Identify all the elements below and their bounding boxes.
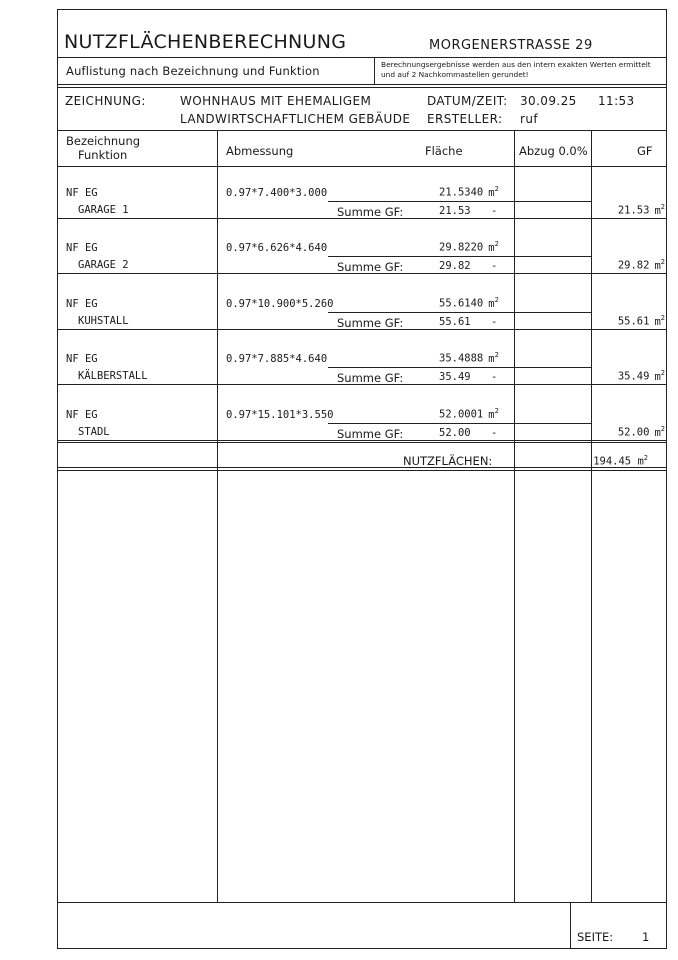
author-label: ERSTELLER: <box>427 112 503 126</box>
unit: m <box>654 204 661 217</box>
rounding-note-line2: und auf 2 Nachkommastellen gerundet! <box>381 70 529 79</box>
unit-exponent: 2 <box>494 407 499 415</box>
row-dash: - <box>491 371 498 383</box>
divider <box>57 84 667 85</box>
row-area <box>439 185 499 199</box>
row-function: GARAGE 2 <box>78 259 129 271</box>
row-area <box>439 240 499 254</box>
drawing-name-line1: WOHNHAUS MIT EHEMALIGEM <box>180 94 372 108</box>
divider <box>57 442 667 443</box>
drawing-label: ZEICHNUNG: <box>65 94 146 108</box>
divider <box>57 440 667 441</box>
unit-exponent: 2 <box>660 425 665 433</box>
column-header-deduction: Abzug 0.0% <box>519 144 588 158</box>
divider <box>57 470 667 471</box>
row-designation: NF EG <box>66 298 98 310</box>
row-dimension: 0.97*7.400*3.000 <box>226 187 328 199</box>
unit: m <box>654 259 661 272</box>
row-area-value: 21.5340 <box>439 186 484 199</box>
unit-exponent: 2 <box>660 369 665 377</box>
row-area-value: 55.6140 <box>439 297 484 310</box>
unit-exponent: 2 <box>660 203 665 211</box>
row-function: STADL <box>78 426 110 438</box>
column-header-dimension: Abmessung <box>226 144 294 158</box>
divider <box>57 87 667 88</box>
unit: m <box>488 186 495 199</box>
unit: m <box>488 241 495 254</box>
row-gf-value: 35.49 <box>617 370 650 383</box>
row-sum: 55.61 <box>439 316 471 328</box>
datetime-label: DATUM/ZEIT: <box>427 94 508 108</box>
sum-label: Summe GF: <box>337 205 404 219</box>
rounding-note-line1: Berechnungsergebnisse werden aus den intern exakten Werten ermittelt <box>381 60 651 69</box>
divider <box>328 312 591 313</box>
unit-exponent: 2 <box>494 296 499 304</box>
row-dimension: 0.97*15.101*3.550 <box>226 409 334 421</box>
divider <box>57 273 667 274</box>
row-designation: NF EG <box>66 353 98 365</box>
row-gf <box>618 203 665 217</box>
address: MORGENERSTRASSE 29 <box>429 38 593 53</box>
column-header-gf: GF <box>637 144 653 158</box>
row-gf-value: 52.00 <box>617 426 650 439</box>
row-sum: 21.53 <box>439 205 471 217</box>
unit-exponent: 2 <box>494 351 499 359</box>
row-area <box>439 407 499 421</box>
divider <box>57 467 667 468</box>
unit: m <box>654 370 661 383</box>
row-gf-value: 29.82 <box>617 259 650 272</box>
divider <box>328 423 591 424</box>
row-designation: NF EG <box>66 187 98 199</box>
unit: m <box>654 426 661 439</box>
unit: m <box>488 352 495 365</box>
total-label: NUTZFLÄCHEN: <box>403 454 493 468</box>
row-gf <box>618 314 665 328</box>
row-gf <box>618 369 665 383</box>
row-dimension: 0.97*10.900*5.260 <box>226 298 334 310</box>
sum-label: Summe GF: <box>337 371 404 385</box>
document-title: NUTZFLÄCHENBERECHNUNG <box>64 31 347 53</box>
row-gf-value: 21.53 <box>617 204 650 217</box>
sum-label: Summe GF: <box>337 316 404 330</box>
divider <box>374 57 375 85</box>
unit-exponent: 2 <box>494 240 499 248</box>
row-dash: - <box>491 260 498 272</box>
row-dimension: 0.97*7.885*4.640 <box>226 353 328 365</box>
row-designation: NF EG <box>66 242 98 254</box>
row-designation: NF EG <box>66 409 98 421</box>
date-value: 30.09.25 <box>520 94 577 108</box>
row-dimension: 0.97*6.626*4.640 <box>226 242 328 254</box>
page-label: SEITE: <box>577 930 614 944</box>
row-dash: - <box>491 205 498 217</box>
row-area-value: 52.0001 <box>439 408 484 421</box>
time-value: 11:53 <box>598 94 635 108</box>
row-sum: 29.82 <box>439 260 471 272</box>
page-number: 1 <box>642 930 650 944</box>
column-divider <box>591 130 592 902</box>
divider <box>328 367 591 368</box>
subtitle: Auflistung nach Bezeichnung und Funktion <box>66 64 320 78</box>
author-value: ruf <box>520 112 538 126</box>
row-dash: - <box>491 427 498 439</box>
row-gf <box>618 425 665 439</box>
unit: m <box>488 408 495 421</box>
divider <box>57 384 667 385</box>
divider <box>57 57 667 58</box>
column-divider <box>217 130 218 902</box>
divider <box>57 329 667 330</box>
unit: m <box>488 297 495 310</box>
row-sum: 52.00 <box>439 427 471 439</box>
divider <box>57 218 667 219</box>
column-divider <box>514 130 515 902</box>
column-header-designation: Bezeichnung <box>66 134 141 148</box>
divider <box>57 166 667 167</box>
sum-label: Summe GF: <box>337 427 404 441</box>
divider <box>57 902 667 903</box>
row-function: GARAGE 1 <box>78 204 129 216</box>
row-dash: - <box>491 316 498 328</box>
unit-exponent: 2 <box>494 185 499 193</box>
sum-label: Summe GF: <box>337 260 404 274</box>
unit: m <box>637 455 644 468</box>
row-gf <box>618 258 665 272</box>
column-header-area: Fläche <box>425 144 463 158</box>
unit-exponent: 2 <box>643 454 648 462</box>
row-area <box>439 351 499 365</box>
total-value-number: 194.45 <box>593 455 632 468</box>
unit-exponent: 2 <box>660 258 665 266</box>
total-value <box>593 454 648 468</box>
divider <box>570 902 571 949</box>
row-area-value: 29.8220 <box>439 241 484 254</box>
divider <box>328 201 591 202</box>
column-header-function: Funktion <box>78 148 128 162</box>
row-function: KUHSTALL <box>78 315 129 327</box>
row-area <box>439 296 499 310</box>
row-gf-value: 55.61 <box>617 315 650 328</box>
divider <box>57 130 667 131</box>
row-area-value: 35.4888 <box>439 352 484 365</box>
unit: m <box>654 315 661 328</box>
unit-exponent: 2 <box>660 314 665 322</box>
row-function: KÄLBERSTALL <box>78 370 148 382</box>
drawing-name-line2: LANDWIRTSCHAFTLICHEM GEBÄUDE <box>180 112 411 126</box>
row-sum: 35.49 <box>439 371 471 383</box>
divider <box>328 256 591 257</box>
